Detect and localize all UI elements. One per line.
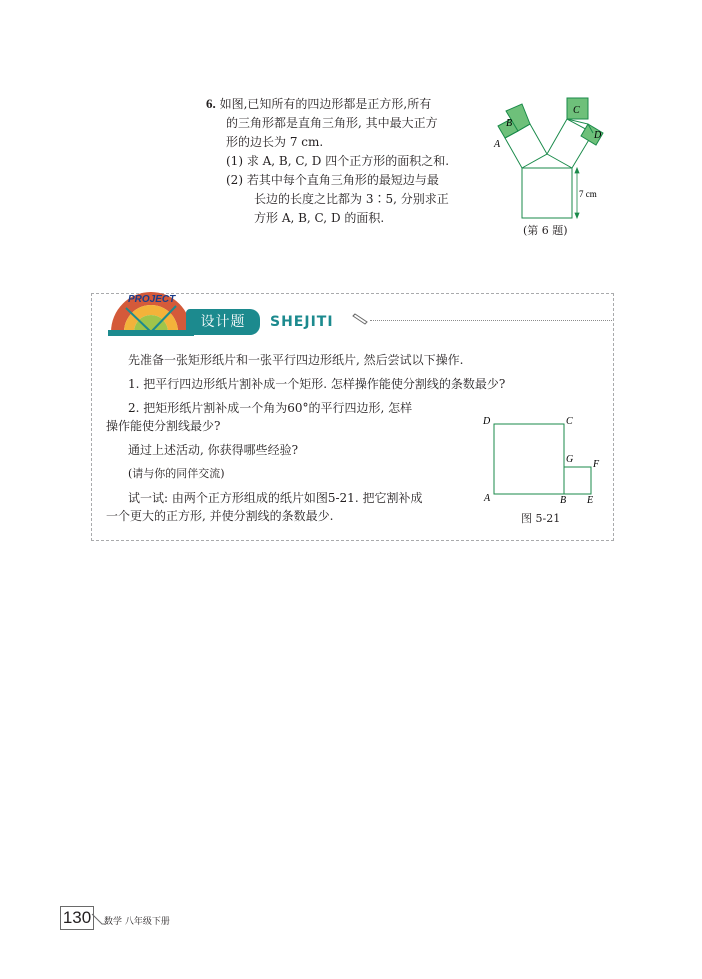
project-item-2-line-2: 操作能使分割线最少? (106, 419, 221, 433)
problem-6-line-3: 形的边长为 7 cm. (226, 135, 324, 149)
project-note: (请与你的同伴交流) (128, 467, 225, 480)
badge-text: PROJECT (128, 294, 176, 305)
label-a: A (494, 139, 501, 150)
label-c: C (566, 416, 573, 427)
project-pinyin: SHEJITI (270, 314, 334, 330)
problem-6-question-1: (1) 求 A, B, C, D 四个正方形的面积之和. (226, 154, 450, 168)
project-item-1: 1. 把平行四边形纸片割补成一个矩形. 怎样操作能使分割线的条数最少? (128, 377, 506, 391)
figure-5-21 (480, 412, 605, 512)
problem-6-line-1: 如图,已知所有的四边形都是正方形,所有 (219, 97, 432, 111)
project-text (106, 351, 505, 525)
large-square (494, 424, 564, 494)
label-a: A (484, 493, 491, 504)
label-d: D (594, 130, 602, 141)
problem-6-question-2-line-3: 方形 A, B, C, D 的面积. (254, 211, 385, 225)
label-c: C (573, 105, 580, 116)
project-title: 设计题 (186, 309, 260, 335)
project-intro: 先准备一张矩形纸片和一张平行四边形纸片, 然后尝试以下操作. (128, 353, 464, 367)
page-number: 130 (60, 906, 94, 930)
project-badge (106, 282, 196, 338)
label-d: D (483, 416, 491, 427)
dimension-label: 7 cm (579, 189, 597, 199)
problem-6-line-2: 的三角形都是直角三角形, 其中最大正方 (226, 116, 438, 130)
problem-6-question-2-line-1: (2) 若其中每个直角三角形的最短边与最 (226, 173, 439, 187)
problem-6-question-2-line-2: 长边的长度之比都为 3∶5, 分别求正 (254, 192, 449, 206)
problem-6-figure-caption: (第 6 题) (523, 224, 568, 237)
label-g: G (566, 454, 574, 465)
problem-6-figure (478, 92, 618, 222)
pencil-icon (352, 313, 368, 327)
small-square (564, 467, 591, 494)
project-item-2-line-1: 2. 把矩形纸片割补成一个角为60°的平行四边形, 怎样 (128, 401, 413, 415)
try-line-2: 一个更大的正方形, 并使分割线的条数最少. (106, 509, 334, 523)
header-rule (370, 320, 612, 321)
label-e: E (587, 495, 594, 506)
problem-number: 6. (206, 96, 216, 111)
label-b: B (506, 118, 513, 129)
book-title: 数学 八年级下册 (104, 917, 170, 927)
project-question: 通过上述活动, 你获得哪些经验? (128, 443, 299, 457)
problem-6 (206, 94, 449, 228)
label-b: B (560, 495, 567, 506)
large-square (522, 168, 572, 218)
label-f: F (593, 459, 600, 470)
try-line-1: 试一试: 由两个正方形组成的纸片如图5-21. 把它割补成 (128, 491, 423, 505)
figure-5-21-caption: 图 5-21 (521, 512, 561, 525)
